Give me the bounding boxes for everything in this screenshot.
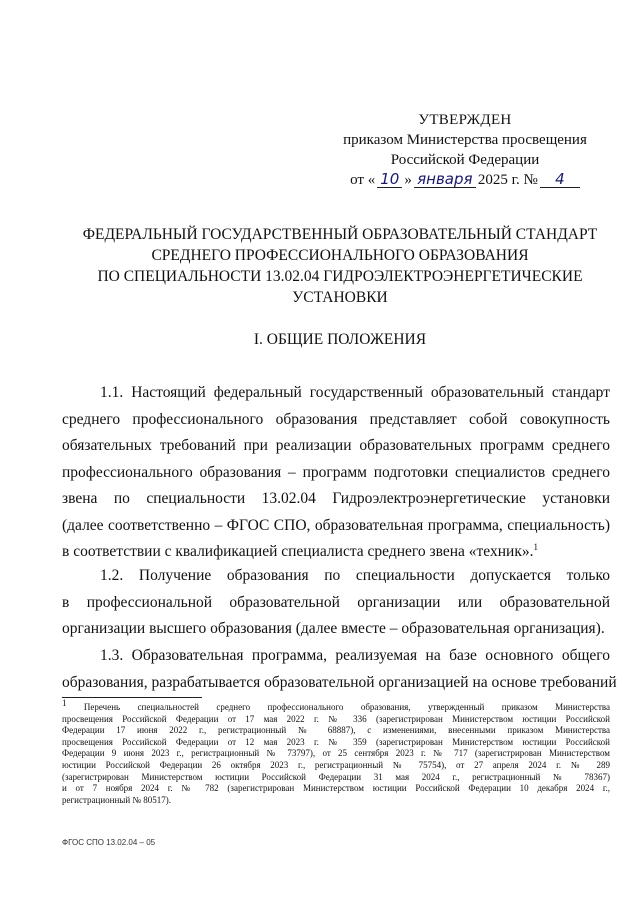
standard-title-line: ПО СПЕЦИАЛЬНОСТИ 13.02.04 ГИДРОЭЛЕКТРОЭНЕРГЕТИЧЕСКИЕ [97, 268, 583, 285]
footnote-mark: 1 [62, 698, 67, 708]
date-year: 2025 г. № [477, 172, 538, 188]
document-code: ФГОС СПО 13.02.04 – 05 [62, 838, 156, 847]
text-line: образования, разрабатывается образовательной организацией на основе требований [62, 673, 617, 691]
standard-title-line: УСТАНОВКИ [292, 289, 388, 306]
footnote-line [62, 698, 611, 714]
footnote-line: юстиции Российской Федерации 26 октября 2023 г., регистрационный № 75754), от 27 апреля 2024 г. № 289 [62, 759, 610, 770]
footnote-reference[interactable]: 1 [533, 541, 538, 552]
text-line: 1.1. Настоящий федеральный государственный образовательный стандарт [100, 384, 610, 401]
standard-title-line: СРЕДНЕГО ПРОФЕССИОНАЛЬНОГО ОБРАЗОВАНИЯ [151, 247, 529, 264]
handwritten-month: января [414, 171, 476, 188]
approval-ministry-line: Российской Федерации [390, 152, 540, 168]
text-line: (далее соответственно – ФГОС СПО, образовательная программа, специальность) [62, 516, 610, 534]
section-heading: I. ОБЩИЕ ПОЛОЖЕНИЯ [253, 331, 427, 348]
standard-title [60, 224, 620, 308]
text-line: 1.3. Образовательная программа, реализуемая на базе основного общего [100, 647, 610, 664]
text-line-with-footnote [62, 539, 610, 566]
handwritten-day: 10 [377, 171, 402, 188]
standard-title-line: ФЕДЕРАЛЬНЫЙ ГОСУДАРСТВЕННЫЙ ОБРАЗОВАТЕЛЬНЫЙ СТАНДАРТ [82, 226, 598, 243]
footnote-line: Федерации 17 июня 2022 г., регистрационный № 68887), с изменениями, внесенными приказом Министерства [62, 725, 610, 736]
approval-stamp [330, 110, 600, 190]
paragraph-1-3 [62, 643, 617, 696]
footnote-line: Федерации 9 июня 2023 г., регистрационный № 73797), от 25 сентября 2023 г. № 717 (зарегистрирован Министерством [62, 748, 610, 759]
footnote-divider [62, 697, 202, 698]
approval-title: УТВЕРЖДЕН [418, 112, 512, 128]
footnote-line: и от 7 ноября 2024 г. № 782 (зарегистрирован Министерством юстиции Российской Федерации 10 декабря 2024 г., [62, 783, 610, 794]
paragraph-1-1 [62, 380, 610, 566]
footnote-text: Перечень специальностей среднего профессионального образования, утвержденный приказом Министерства [83, 702, 611, 712]
text-line: организации высшего образования (далее вместе – образовательная организация). [62, 620, 605, 637]
approval-order-line: приказом Министерства просвещения [343, 132, 587, 148]
text-line: обязательных требований при реализации образовательных программ среднего [62, 437, 610, 454]
text-line: профессионального образования – программ подготовки специалистов среднего [62, 463, 610, 481]
footnote-line: (зарегистрирован Министерством юстиции Российской Федерации 31 мая 2024 г., регистрационный № 78367) [62, 771, 610, 782]
date-mid: » [404, 172, 412, 188]
handwritten-order-number: 4 [540, 171, 580, 188]
text-line: в профессиональной образовательной организации или образовательной [62, 593, 610, 611]
footnote-line: просвещения Российской Федерации от 12 мая 2023 г. № 359 (зарегистрирован Министерством юстиции Российской [62, 736, 610, 747]
text-line: среднего профессионального образования представляет собой совокупность [62, 410, 610, 428]
text-line: 1.2. Получение образования по специальности допускается только [100, 567, 610, 584]
footnote-line: регистрационный № 80517). [62, 794, 171, 805]
date-prefix: от « [350, 172, 376, 188]
text-line: в соответствии с квалификацией специалиста среднего звена «техник». [62, 543, 534, 560]
approval-date-line [330, 170, 600, 190]
footnote [62, 698, 611, 806]
text-line: звена по специальности 13.02.04 Гидроэлектроэнергетические установки [62, 490, 610, 507]
paragraph-1-2 [62, 563, 610, 643]
footnote-line: просвещения Российской Федерации от 17 мая 2022 г. № 336 (зарегистрирован Министерством юстиции Российской [62, 713, 610, 724]
